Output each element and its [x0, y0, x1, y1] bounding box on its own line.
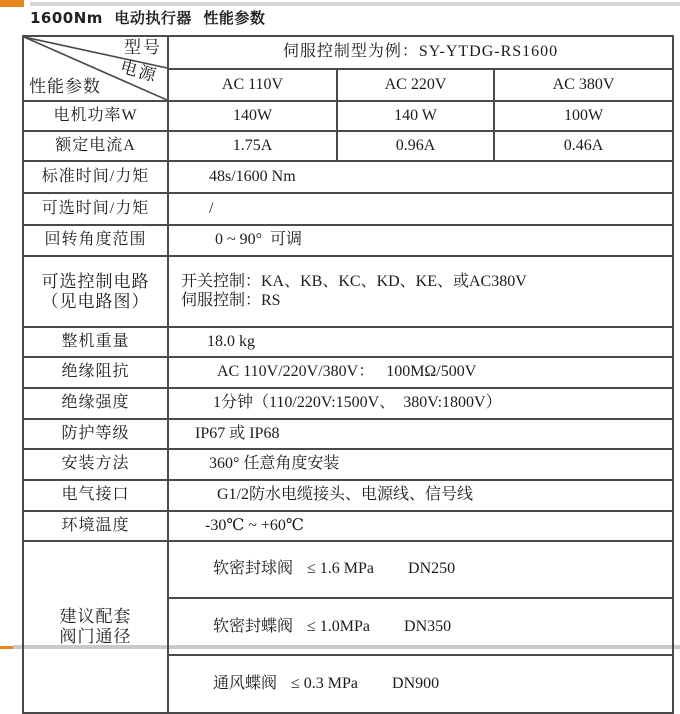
- row-insulation-strength: [23, 388, 673, 419]
- row-standard-time-torque: [23, 161, 673, 193]
- row-label: 防护等级: [23, 419, 168, 449]
- row-value: 18.0 kg: [168, 327, 673, 357]
- row-label: 电气接口: [23, 480, 168, 511]
- valve-spec-line: [169, 656, 672, 711]
- valve-pressure: ≤ 1.0MPa: [307, 617, 371, 635]
- label-line-2: 阀门通径: [59, 626, 132, 646]
- control-circuit-value: [169, 273, 672, 310]
- valve-spec-line: [169, 599, 672, 654]
- row-electrical-interface: [23, 480, 673, 511]
- row-label: 整机重量: [23, 327, 168, 357]
- valve-pressure: ≤ 1.6 MPa: [307, 560, 375, 578]
- cell-value: 140W: [168, 101, 337, 131]
- servo-control-line: 伺服控制：RS: [181, 291, 281, 309]
- row-label: [23, 256, 168, 327]
- row-value: [168, 598, 673, 655]
- row-rotation-angle: [23, 225, 673, 256]
- header-row-model: [23, 36, 673, 69]
- corner-header-cell: [23, 36, 168, 101]
- row-label: 安装方法: [23, 449, 168, 480]
- row-value: [168, 256, 673, 327]
- row-weight: [23, 327, 673, 357]
- cell-value: 140 W: [337, 101, 494, 131]
- row-insulation-resistance: [23, 357, 673, 388]
- row-ambient-temperature: [23, 511, 673, 541]
- row-value: 1分钟（110/220V:1500V、 380V:1800V）: [168, 388, 673, 419]
- row-rated-current: [23, 131, 673, 161]
- row-label: 电机功率W: [23, 101, 168, 131]
- valve-spec-line: [169, 542, 672, 597]
- valve-name: 通风蝶阀: [213, 674, 278, 692]
- control-circuit-label: [24, 272, 167, 311]
- corner-label-param: 性能参数: [29, 77, 101, 97]
- voltage-col-220v: AC 220V: [337, 69, 494, 101]
- row-label: 标准时间/力矩: [23, 161, 168, 193]
- bottom-left-accent-bar: [0, 646, 13, 649]
- cell-value: 0.96A: [337, 131, 494, 161]
- model-header-cell: 伺服控制型为例：SY-YTDG-RS1600: [168, 36, 673, 69]
- top-divider-bar: [30, 2, 680, 6]
- row-value: [168, 541, 673, 598]
- corner-inner: [24, 37, 167, 100]
- row-control-circuit: [23, 256, 673, 327]
- row-value: /: [168, 193, 673, 225]
- label-line-1: 可选控制电路: [41, 271, 150, 291]
- row-valve-ball: [23, 541, 673, 598]
- valve-group-label: [24, 607, 167, 646]
- row-label: 可选时间/力矩: [23, 193, 168, 225]
- row-value: -30℃ ~ +60℃: [168, 511, 673, 541]
- row-value: 360° 任意角度安装: [168, 449, 673, 480]
- row-optional-time-torque: [23, 193, 673, 225]
- row-label: [23, 541, 168, 713]
- cell-value: 100W: [494, 101, 673, 131]
- label-line-2: （见电路图）: [41, 291, 150, 311]
- corner-label-power: 电源: [118, 57, 160, 86]
- cell-value: 0.46A: [494, 131, 673, 161]
- valve-name: 软密封球阀: [213, 560, 294, 578]
- valve-pressure: ≤ 0.3 MPa: [291, 674, 359, 692]
- valve-size: DN350: [404, 617, 452, 635]
- row-label: 绝缘强度: [23, 388, 168, 419]
- row-value: IP67 或 IP68: [168, 419, 673, 449]
- row-protection-grade: [23, 419, 673, 449]
- label-line-1: 建议配套: [59, 607, 132, 627]
- row-value: 48s/1600 Nm: [168, 161, 673, 193]
- spec-table: [22, 35, 674, 714]
- valve-name: 软密封蝶阀: [213, 617, 294, 635]
- page-title: 1600Nm 电动执行器 性能参数: [30, 9, 266, 27]
- valve-size: DN250: [408, 560, 456, 578]
- row-label: 绝缘阻抗: [23, 357, 168, 388]
- row-value: G1/2防水电缆接头、电源线、信号线: [168, 480, 673, 511]
- cell-value: 1.75A: [168, 131, 337, 161]
- row-motor-power: [23, 101, 673, 131]
- row-mounting-method: [23, 449, 673, 480]
- row-label: 额定电流A: [23, 131, 168, 161]
- voltage-col-110v: AC 110V: [168, 69, 337, 101]
- row-label: 回转角度范围: [23, 225, 168, 256]
- corner-label-model: 型号: [124, 38, 162, 57]
- valve-size: DN900: [392, 674, 440, 692]
- top-left-accent-bar: [0, 0, 24, 7]
- row-value: 0 ~ 90° 可调: [168, 225, 673, 256]
- switch-control-line: 开关控制：KA、KB、KC、KD、KE、或AC380V: [181, 273, 527, 291]
- row-label: 环境温度: [23, 511, 168, 541]
- row-value: [168, 655, 673, 712]
- voltage-col-380v: AC 380V: [494, 69, 673, 101]
- row-value: AC 110V/220V/380V： 100MΩ/500V: [168, 357, 673, 388]
